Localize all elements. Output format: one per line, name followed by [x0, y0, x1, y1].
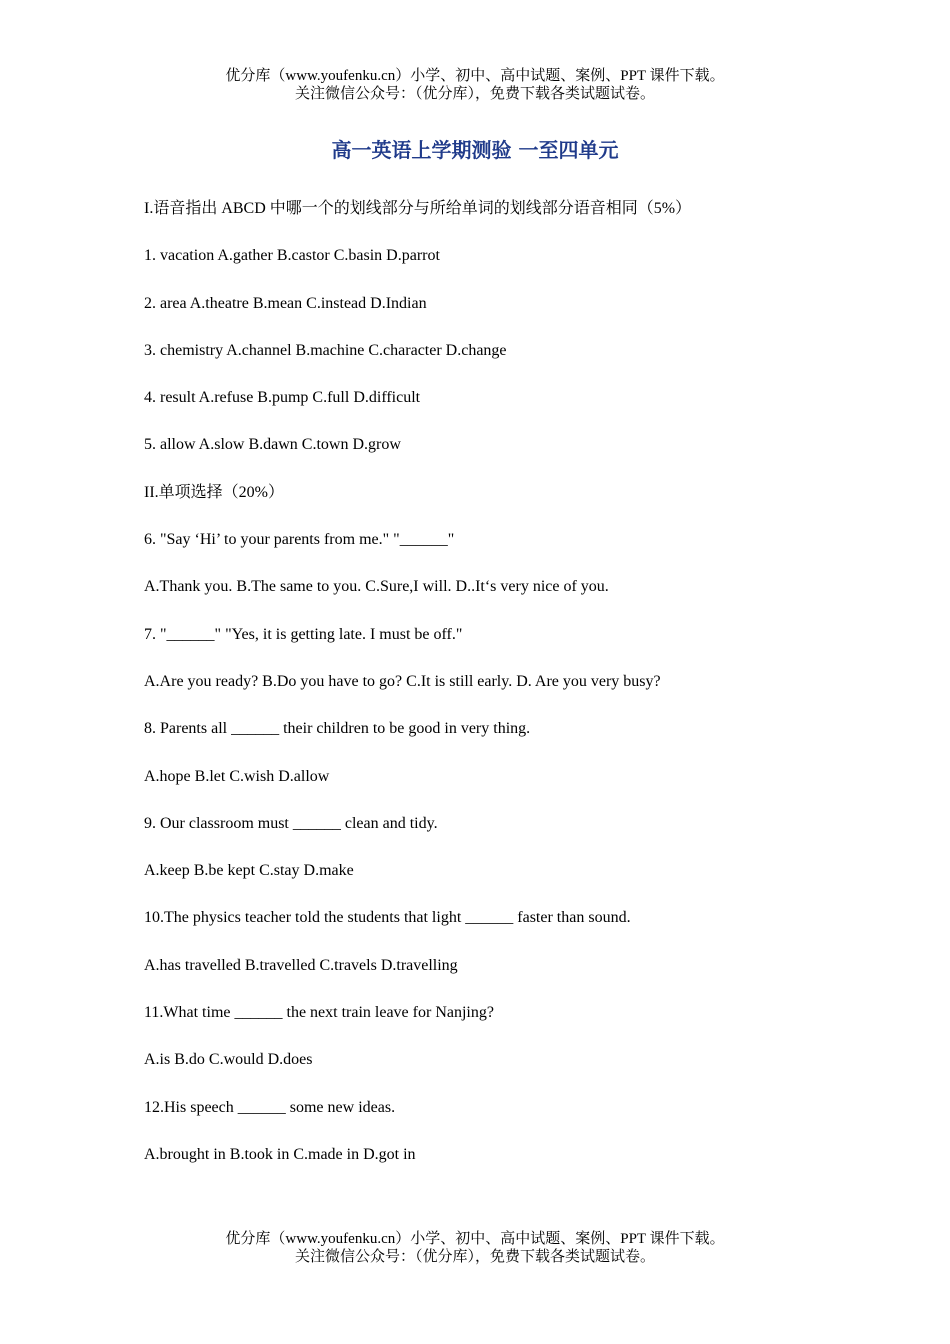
question-10: 10.The physics teacher told the students that light ______ faster than sound.: [144, 909, 631, 927]
question-4: 4. result A.refuse B.pump C.full D.difficult: [144, 389, 421, 407]
question-12-options: A.brought in B.took in C.made in D.got in: [144, 1145, 416, 1163]
question-12: 12.His speech ______ some new ideas.: [144, 1098, 396, 1116]
question-7: 7. "______" "Yes, it is getting late. I must be off.": [144, 625, 463, 643]
question-6: 6. "Say ‘Hi’ to your parents from me." "______": [144, 531, 455, 549]
footer-line-1: 优分库（www.youfenku.cn）小学、初中、高中试题、案例、PPT 课件下载。: [225, 1231, 725, 1247]
header-line-1: 优分库（www.youfenku.cn）小学、初中、高中试题、案例、PPT 课件下载。: [225, 68, 725, 84]
header-line-2: 关注微信公众号：（优分库），免费下载各类试题试卷。: [294, 86, 655, 102]
page-footer: [0, 1230, 950, 1266]
document-title: 高一英语上学期测验 一至四单元: [331, 138, 619, 162]
question-9: 9. Our classroom must ______ clean and tidy.: [144, 814, 438, 832]
question-3: 3. chemistry A.channel B.machine C.character D.change: [144, 341, 507, 359]
question-10-options: A.has travelled B.travelled C.travels D.travelling: [144, 956, 458, 974]
question-6-options: A.Thank you. B.The same to you. C.Sure,I will. D..It‘s very nice of you.: [144, 578, 609, 596]
question-8: 8. Parents all ______ their children to be good in very thing.: [144, 720, 531, 738]
page-header: [0, 67, 950, 103]
question-5: 5. allow A.slow B.dawn C.town D.grow: [144, 436, 401, 454]
document-body: [144, 197, 824, 1190]
footer-line-2: 关注微信公众号：（优分库），免费下载各类试题试卷。: [294, 1249, 655, 1265]
section-heading-phonetics: I.语音指出 ABCD 中哪一个的划线部分与所给单词的划线部分语音相同（5%）: [144, 200, 692, 217]
question-1: 1. vacation A.gather B.castor C.basin D.parrot: [144, 247, 440, 265]
question-2: 2. area A.theatre B.mean C.instead D.Indian: [144, 294, 427, 312]
question-11-options: A.is B.do C.would D.does: [144, 1051, 313, 1069]
question-7-options: A.Are you ready? B.Do you have to go? C.It is still early. D. Are you very busy?: [144, 672, 661, 690]
question-8-options: A.hope B.let C.wish D.allow: [144, 767, 330, 785]
question-11: 11.What time ______ the next train leave for Nanjing?: [144, 1004, 494, 1022]
question-9-options: A.keep B.be kept C.stay D.make: [144, 862, 354, 880]
section-heading-multiple-choice: II.单项选择（20%）: [144, 483, 284, 501]
